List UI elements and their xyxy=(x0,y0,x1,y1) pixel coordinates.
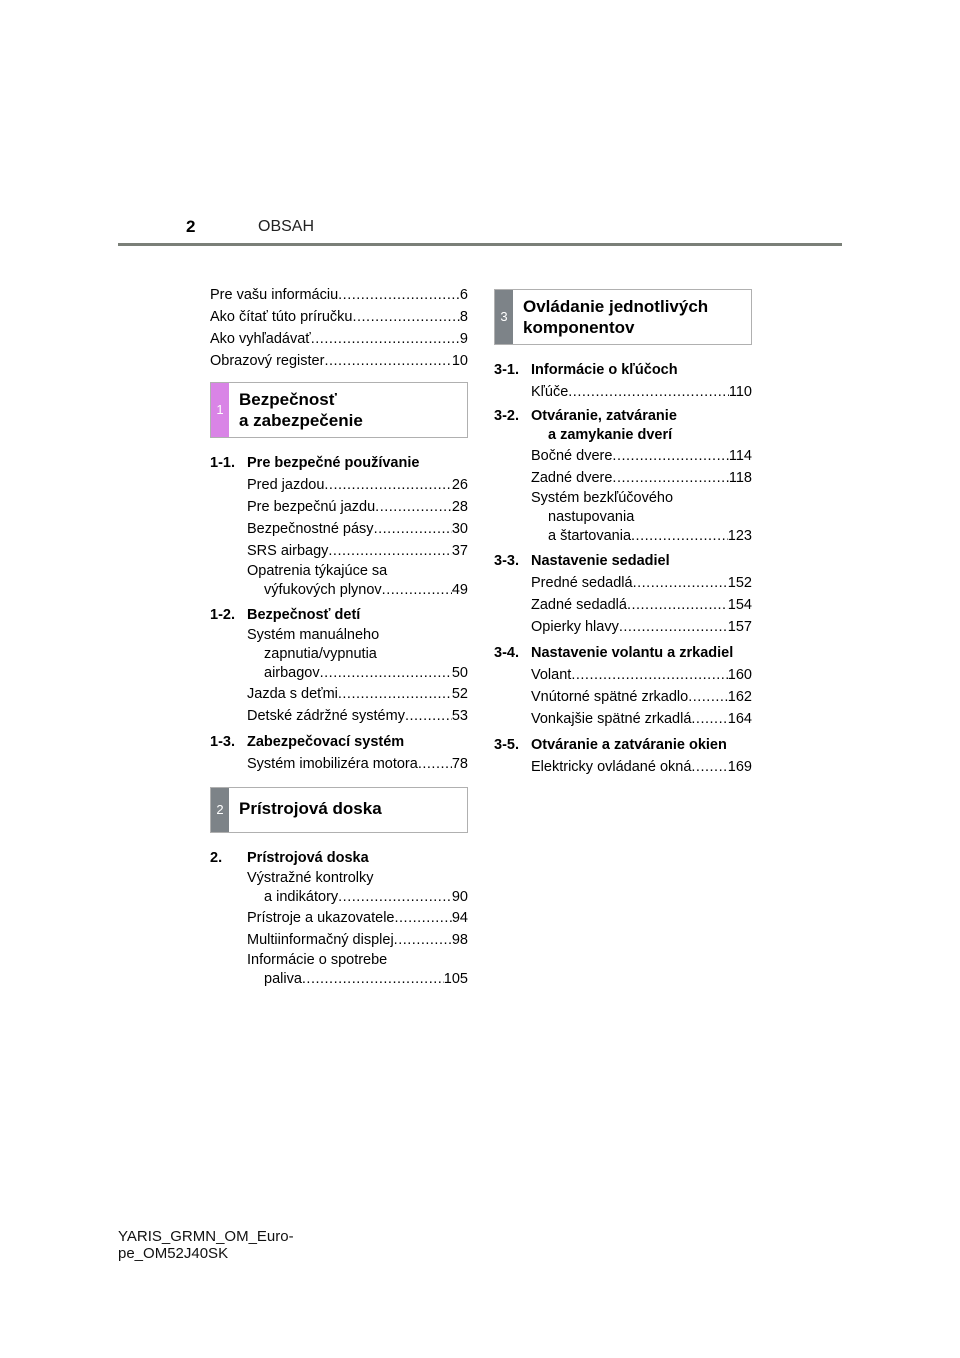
chapter-2-box[interactable] xyxy=(210,787,468,833)
section-heading[interactable]: 3-2. Otváranie, zatváranie a zamykanie dverí xyxy=(494,408,677,443)
chapter-1-box[interactable]: 1 Bezpečnosť a zabezpečenie xyxy=(210,382,468,438)
toc-entry[interactable]: Opatrenia týkajúce sa výfukových plynov ..... 49 xyxy=(210,562,468,600)
section-heading[interactable]: 3-1. Informácie o kľúčoch xyxy=(494,362,678,378)
document-code-footer: YARIS_GRMN_OM_Euro- pe_OM52J40SK xyxy=(118,1228,294,1262)
toc-entry[interactable]: Prístroje a ukazovatele ..... 94 xyxy=(210,907,468,929)
toc-entry[interactable]: Systém bezkľúčového nastupovania a štartovania ..... 123 xyxy=(494,489,752,546)
toc-entry[interactable]: Výstražné kontrolky a indikátory ..... 90 xyxy=(210,869,468,907)
toc-entry[interactable]: Elektricky ovládané okná ..... 169 xyxy=(494,756,752,778)
toc-entry[interactable]: Jazda s deťmi ..... 52 xyxy=(210,683,468,705)
toc-entry[interactable]: Predné sedadlá ..... 152 xyxy=(494,572,752,594)
toc-entry[interactable]: Multiinformačný displej ..... 98 xyxy=(210,929,468,951)
toc-entry[interactable]: Pre vašu informáciu ..... 6 xyxy=(210,284,468,306)
section-heading[interactable]: 1-3. Zabezpečovací systém xyxy=(210,734,405,750)
toc-entry[interactable]: SRS airbagy ..... 37 xyxy=(210,540,468,562)
toc-entry[interactable]: Ako čítať túto príručku ..... 8 xyxy=(210,306,468,328)
toc-entry[interactable]: Systém manuálneho zapnutia/vypnutia airbagov ..... 50 xyxy=(210,626,468,683)
toc-entry[interactable]: Pre bezpečnú jazdu ..... 28 xyxy=(210,496,468,518)
chapter-3-box[interactable]: 3 Ovládanie jednotlivých komponentov xyxy=(494,289,752,345)
toc-entry[interactable]: Vonkajšie spätné zrkadlá ..... 164 xyxy=(494,708,752,730)
section-heading[interactable]: 3-4. Nastavenie volantu a zrkadiel xyxy=(494,645,734,661)
toc-entry[interactable]: Opierky hlavy ..... 157 xyxy=(494,616,752,638)
toc-entry[interactable]: Zadné sedadlá ..... 154 xyxy=(494,594,752,616)
toc-entry[interactable]: Informácie o spotrebe paliva ..... 105 xyxy=(210,951,468,989)
section-heading[interactable]: 3-5. Otváranie a zatváranie okien xyxy=(494,737,727,753)
page-number: 2 xyxy=(186,217,196,236)
toc-entry[interactable]: Obrazový register ..... 10 xyxy=(210,350,468,372)
chapter-1-title: Bezpečnosť xyxy=(239,390,337,409)
chapter-1-tab: 1 xyxy=(211,383,229,437)
page-header-title: OBSAH xyxy=(258,218,315,235)
chapter-2-title: Prístrojová doska xyxy=(239,799,382,818)
toc-entry[interactable]: Systém imobilizéra motora ..... 78 xyxy=(210,753,468,775)
toc-entry[interactable]: Zadné dvere ..... 118 xyxy=(494,467,752,489)
toc-entry[interactable]: Kľúče ..... 110 xyxy=(494,381,752,403)
toc-right-column xyxy=(494,284,752,778)
toc-entry[interactable]: Detské zádržné systémy ..... 53 xyxy=(210,705,468,727)
chapter-2-tab: 2 xyxy=(211,788,229,832)
section-heading[interactable]: 2. Prístrojová doska xyxy=(210,850,369,866)
section-heading[interactable]: 3-3. Nastavenie sedadiel xyxy=(494,553,670,569)
chapter-3-title: Ovládanie jednotlivých xyxy=(523,297,709,316)
header-rule xyxy=(118,243,842,246)
toc-left-column xyxy=(210,284,468,989)
section-heading[interactable]: 1-2. Bezpečnosť detí xyxy=(210,607,361,623)
toc-entry[interactable]: Pred jazdou ..... 26 xyxy=(210,474,468,496)
section-heading[interactable]: 1-1. Pre bezpečné používanie xyxy=(210,455,420,471)
chapter-3-tab: 3 xyxy=(495,290,513,344)
toc-entry[interactable]: Bočné dvere ..... 114 xyxy=(494,445,752,467)
toc-entry[interactable]: Bezpečnostné pásy ..... 30 xyxy=(210,518,468,540)
toc-entry[interactable]: Vnútorné spätné zrkadlo ..... 162 xyxy=(494,686,752,708)
toc-entry[interactable]: Volant ..... 160 xyxy=(494,664,752,686)
toc-entry[interactable]: Ako vyhľadávať ..... 9 xyxy=(210,328,468,350)
